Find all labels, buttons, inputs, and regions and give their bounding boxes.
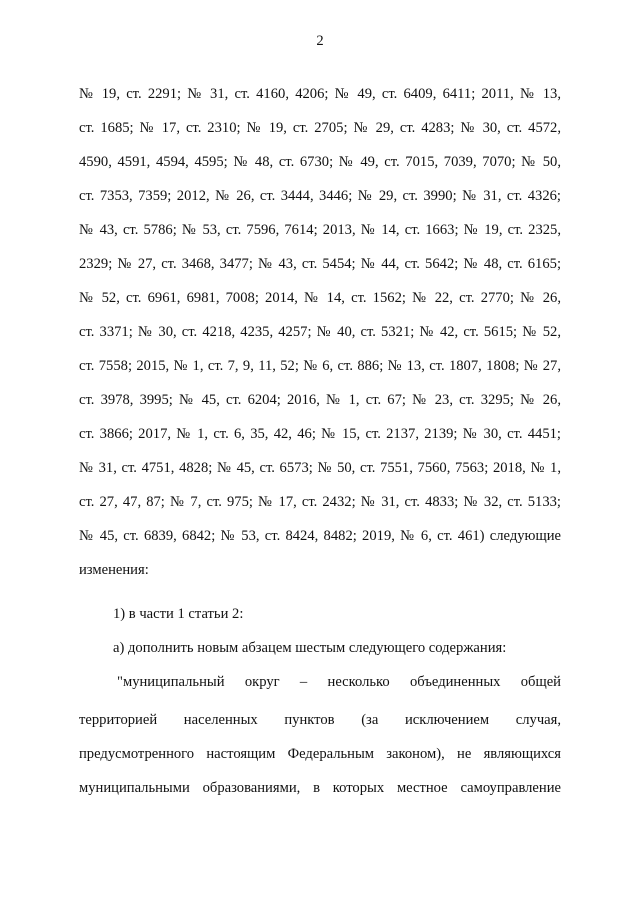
text-line: ст. 7353, 7359; 2012, № 26, ст. 3444, 3446; № 29, ст. 3990; № 31, ст. 4326; [79,188,561,204]
text-line: № 31, ст. 4751, 4828; № 45, ст. 6573; № 50, ст. 7551, 7560, 7563; 2018, № 1, [79,460,561,476]
page-number: 2 [316,33,324,49]
text-line: ст. 7558; 2015, № 1, ст. 7, 9, 11, 52; № 6, ст. 886; № 13, ст. 1807, 1808; № 27, [79,358,561,374]
list-item-a: а) дополнить новым абзацем шестым следующего содержания: [113,640,507,656]
text-line: 4590, 4591, 4594, 4595; № 48, ст. 6730; № 49, ст. 7015, 7039, 7070; № 50, [79,154,561,170]
text-line: ст. 27, 47, 87; № 7, ст. 975; № 17, ст. 2432; № 31, ст. 4833; № 32, ст. 5133; [79,494,561,510]
quote-line: "муниципальный округ – несколько объединенных общей [117,674,561,690]
text-line: ст. 3978, 3995; № 45, ст. 6204; 2016, № 1, ст. 67; № 23, ст. 3295; № 26, [79,392,561,408]
quote-line: территорией населенных пунктов (за исключением случая, [79,712,561,728]
text-line: № 43, ст. 5786; № 53, ст. 7596, 7614; 2013, № 14, ст. 1663; № 19, ст. 2325, [79,222,561,238]
list-item-1: 1) в части 1 статьи 2: [113,606,244,622]
text-line: 2329; № 27, ст. 3468, 3477; № 43, ст. 5454; № 44, ст. 5642; № 48, ст. 6165; [79,256,561,272]
text-line: ст. 1685; № 17, ст. 2310; № 19, ст. 2705; № 29, ст. 4283; № 30, ст. 4572, [79,120,561,136]
text-line: № 19, ст. 2291; № 31, ст. 4160, 4206; № 49, ст. 6409, 6411; 2011, № 13, [79,86,561,102]
text-line: № 45, ст. 6839, 6842; № 53, ст. 8424, 8482; 2019, № 6, ст. 461) следующие [79,528,561,544]
quote-line: муниципальными образованиями, в которых местное самоуправление [79,780,561,796]
text-line: № 52, ст. 6961, 6981, 7008; 2014, № 14, ст. 1562; № 22, ст. 2770; № 26, [79,290,561,306]
text-line: изменения: [79,562,149,578]
text-line: ст. 3371; № 30, ст. 4218, 4235, 4257; № 40, ст. 5321; № 42, ст. 5615; № 52, [79,324,561,340]
text-line: ст. 3866; 2017, № 1, ст. 6, 35, 42, 46; № 15, ст. 2137, 2139; № 30, ст. 4451; [79,426,561,442]
quote-line: предусмотренного настоящим Федеральным законом), не являющихся [79,746,561,762]
